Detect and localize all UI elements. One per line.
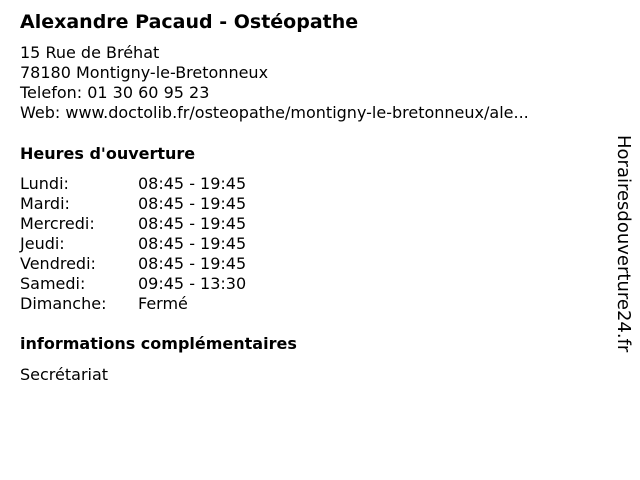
hours-row [20, 174, 246, 194]
address-city: 78180 Montigny-le-Bretonneux [20, 63, 269, 82]
extra-info-heading: informations complémentaires [20, 334, 297, 353]
website-link[interactable]: Web: www.doctolib.fr/osteopathe/montigny-le-bretonneux/ale... [20, 103, 529, 122]
extra-info-text: Secrétariat [20, 365, 109, 384]
day-label: Jeudi: [20, 234, 65, 253]
page-title: Alexandre Pacaud - Ostéopathe [20, 11, 359, 33]
day-label: Mardi: [20, 194, 70, 213]
address-block [20, 43, 529, 123]
time-value: Fermé [138, 294, 188, 313]
day-label: Lundi: [20, 174, 69, 193]
hours-row [20, 254, 246, 274]
time-value: 09:45 - 13:30 [138, 274, 247, 293]
day-label: Mercredi: [20, 214, 95, 233]
day-label: Vendredi: [20, 254, 96, 273]
time-value: 08:45 - 19:45 [138, 254, 247, 273]
hours-row [20, 234, 246, 254]
time-value: 08:45 - 19:45 [138, 194, 247, 213]
hours-row [20, 274, 246, 294]
site-watermark: Horairesdouverture24.fr [613, 135, 634, 353]
phone-number: Telefon: 01 30 60 95 23 [20, 83, 210, 102]
time-value: 08:45 - 19:45 [138, 174, 247, 193]
hours-heading: Heures d'ouverture [20, 144, 196, 163]
hours-row [20, 294, 246, 314]
hours-row [20, 194, 246, 214]
day-label: Dimanche: [20, 294, 107, 313]
time-value: 08:45 - 19:45 [138, 234, 247, 253]
day-label: Samedi: [20, 274, 86, 293]
address-street: 15 Rue de Bréhat [20, 43, 160, 62]
opening-hours-table [20, 174, 246, 314]
hours-row [20, 214, 246, 234]
time-value: 08:45 - 19:45 [138, 214, 247, 233]
